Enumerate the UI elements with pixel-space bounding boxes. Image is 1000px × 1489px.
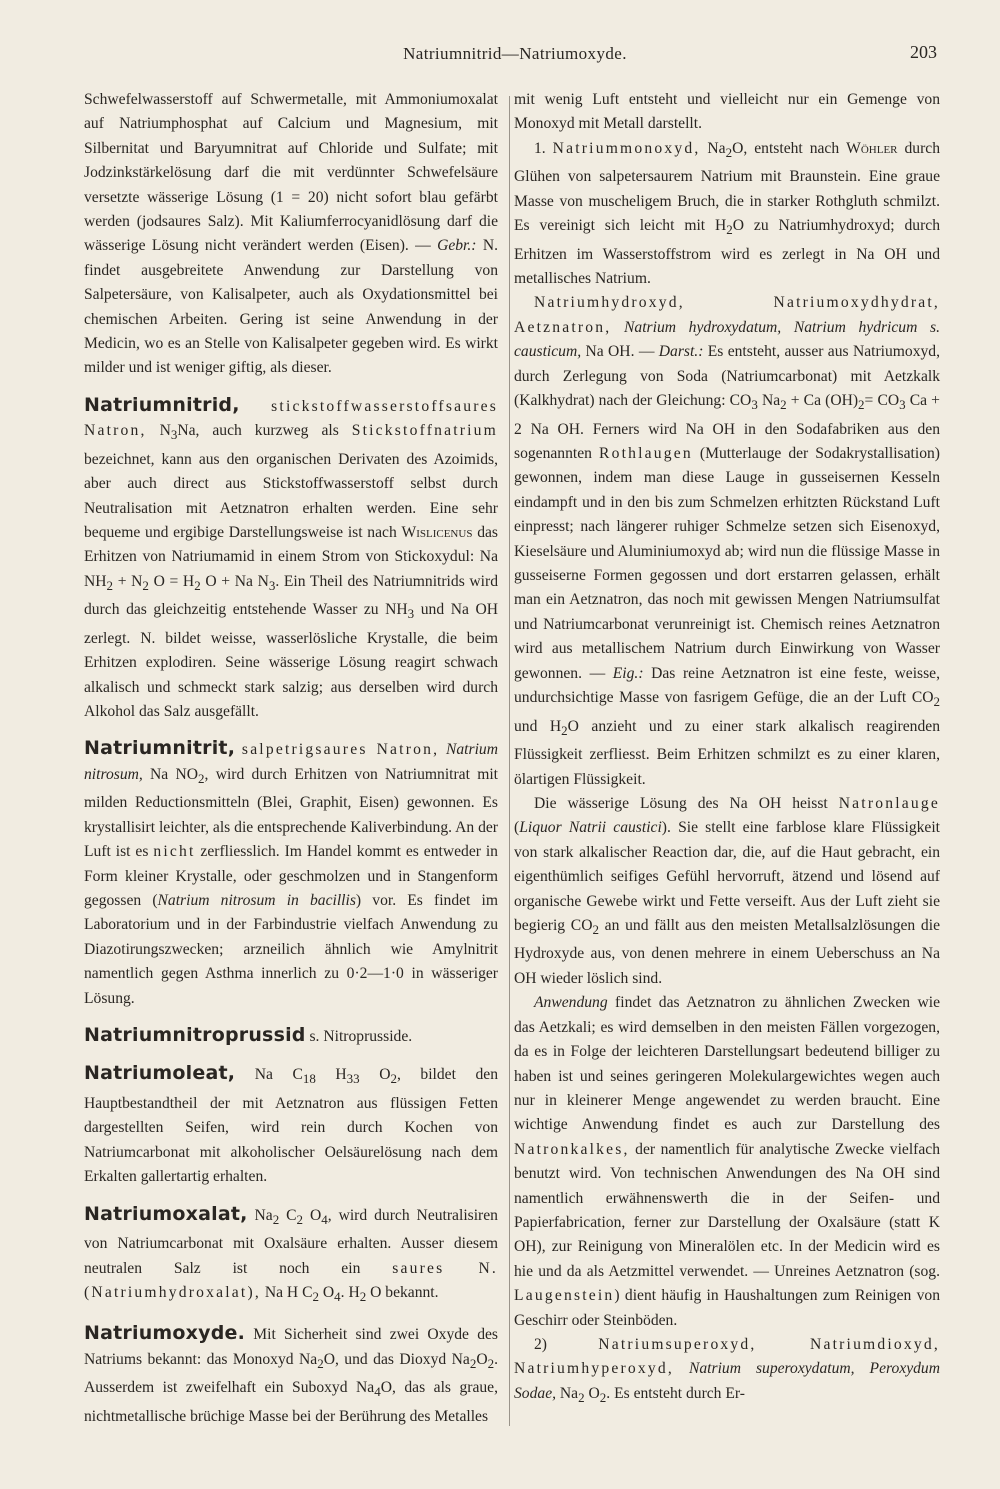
- paragraph-natronlauge: Die wässerige Lösung des Na OH heisst Natronlauge (Liquor Natrii caustici). Sie stellt eine farblose klare Flüssigkeit von stark alkalischer Reaction dar, die, auf die Haut gebracht, ein eigenthümlich seifiges Gefühl hervorruft, ätzend und lösend auf organische Gewebe wirkt und Fette verseift. Aus der Luft zieht sie begierig $CO_2$ an und fällt aus den meisten Metallsalzlösungen die Hydroxyde aus, von denen mehrere in einem Ueberschuss an Na OH wieder löslich sind.: [514, 794, 940, 987]
- running-head: Natriumnitrid—Natriumoxyde.: [403, 44, 627, 63]
- headword: Natriumnitroprussid: [84, 1024, 306, 1047]
- paragraph-intro-continued: Schwefelwasserstoff auf Schwermetalle, mit Ammoniumoxalat auf Natriumphosphat auf Calcium und Magnesium, mit Silbernitat und Baryumnitrat auf Chloride und Sulfate; mit Jodzinkstärkelösung darf die mit verdünnter Schwefelsäure versetzte wässerige Lösung (1 = 20) nicht sofort blau gefärbt werden (jodsaures Salz). Mit Kaliumferrocyanidlösung darf die wässerige Lösung nicht verändert werden (Eisen). — Gebr.: N. findet ausgebreitete Anwendung zur Darstellung von Salpetersäure, von Kalisalpeter, auch als Oxydationsmittel bei chemischen Arbeiten. Gering ist seine Anwendung in der Medicin, wo es an Stelle von Kalisalpeter gegeben wird. Es wirkt milder und ist weniger giftig, als dieser.: [84, 91, 498, 377]
- entry-natriumoleat: Natriumoleat, Na $C_{18}$ $H_{33}$ $O_2$, bildet den Hauptbestandtheil der mit Aetznatron aus flüssigen Fetten dargestellten Seifen, wird rein durch Kochen von Natriumcarbonat mit alkoholischer Oelsäurelösung nach dem Erkalten gallertartig erhalten.: [84, 1062, 498, 1186]
- paragraph-continued: mit wenig Luft entsteht und vielleicht nur ein Gemenge von Monoxyd mit Metall darstellt.: [514, 91, 940, 133]
- paragraph-natriumhydroxyd: Natriumhydroxyd, Natriumoxydhydrat, Aetznatron, Natrium hydroxydatum, Natrium hydricum s. causticum, Na OH. — Darst.: Es entsteht, ausser aus Natriumoxyd, durch Zerlegung von Soda (Natriumcarbonat) mit Aetzkalk (Kalkhydrat) nach der Gleichung: $CO_3$ $Na_2 + Ca$ $(OH)_2= CO_3$ Ca + 2 Na OH. Ferners wird Na OH in den Sodafabriken aus den sogenannten Rothlaugen (Mutterlauge der Sodakrystallisation) gewonnen, indem man diese Lauge in gusseisernen Kesseln eindampft und in den bis zum Schmelzen erhitzten Rückstand Luft einpresst; nach längerer ruhiger Schmelze setzen sich Eisenoxyd, Kieselsäure und Aluminiumoxyd ab; wird nun die flüssige Masse in gusseiserne Formen gegossen und dort erstarren gelassen, erhält man ein Aetznatron, das noch mit gewissen Mengen Natriumsulfat und Natriumcarbonat verunreinigt ist. Chemisch reines Aetznatron wird aus metallischem Natrium durch Einwirkung von Wasser gewonnen. — Eig.: Das reine Aetznatron ist eine feste, weisse, undurchsichtige Masse von fasrigem Gefüge, die an der Luft $CO_2$ und $H_2O$ anzieht und zu einer stark alkalisch reagirenden Flüssigkeit zerfliesst. Beim Erhitzen schmilzt es zu einer klaren, ölartigen Flüssigkeit.: [514, 294, 941, 788]
- entry-natriumnitrit: Natriumnitrit, salpetrigsaures Natron, Natrium nitrosum, Na $NO_2$, wird durch Erhitzen von Natriumnitrat mit milden Reductionsmitteln (Blei, Graphit, Eisen) gewonnen. Es krystallisirt leichter, als die entsprechende Kaliverbindung. An der Luft ist es nicht zerfliesslich. Im Handel kommt es entweder in Form kleiner Krystalle, oder geschmolzen und in Stangenform gegossen (Natrium nitrosum in bacillis) vor. Es findet im Laboratorium und in der Farbindustrie vielfach Anwendung zu Diazotirungszwecken; arzneilich ähnlich wie Amylnitrit namentlich gegen Asthma innerlich zu 0·2—1·0 in wässeriger Lösung.: [84, 737, 499, 1007]
- page-number: 203: [910, 42, 937, 62]
- headword: Natriumnitrit,: [84, 737, 236, 760]
- headword: Natriumoxalat,: [84, 1202, 248, 1225]
- right-column: [514, 88, 940, 1410]
- paragraph-natriumsuperoxyd: 2) Natriumsuperoxyd, Natriumdioxyd, Natriumhyperoxyd, Natrium superoxydatum, Peroxydum Sodae, $Na_2$ $O_2$. Es entsteht durch Er-: [514, 1335, 941, 1405]
- headword: Natriumoleat,: [84, 1062, 236, 1085]
- headword: Natriumoxyde.: [84, 1322, 246, 1345]
- headword: Natriumnitrid,: [84, 393, 240, 416]
- page-header: [85, 42, 945, 72]
- column-divider: [509, 96, 510, 1426]
- left-column: [84, 88, 498, 1429]
- entry-natriumoxyde: Natriumoxyde. Mit Sicherheit sind zwei Oxyde des Natriums bekannt: das Monoxyd $Na_2O$, und das Dioxyd $Na_2O_2$. Ausserdem ist zweifelhaft ein Suboxyd $Na_4O$, das als graue, nichtmetallische brüchige Masse bei der Berührung des Metalles: [84, 1322, 498, 1425]
- entry-natriumnitroprussid: Natriumnitroprussid s. Nitroprusside.: [84, 1024, 413, 1047]
- entry-natriumoxalat: Natriumoxalat, $Na_2$ $C_2$ $O_4$, wird durch Neutralisiren von Natriumcarbonat mit Oxalsäure erhalten. Ausser diesem neutralen Salz ist noch ein saures N. (Natriumhydroxalat), Na H $C_2$ $O_4$. $H_2$ O bekannt.: [84, 1202, 498, 1305]
- paragraph-anwendung: Anwendung findet das Aetznatron zu ähnlichen Zwecken wie das Aetzkali; es wird demselben in den meisten Fällen vorgezogen, da es in Folge der leichteren Darstellungsart bedeutend billiger zu haben ist und seines geringeren Molekulargewichtes wegen auch nur in kleinerer Menge angewendet zu werden braucht. Eine wichtige Anwendung findet es auch zur Darstellung des Natronkalkes, der namentlich für analytische Zwecke vielfach benutzt wird. Von technischen Anwendungen des Na OH sind namentlich erwähnenswerth die in der Seifen- und Papierfabrication, ferner zur Darstellung der Oxalsäure (statt K OH), zur Reinigung von Mineralölen etc. In der Medicin wird es hie und da als Aetzmittel verwendet. — Unreines Aetznatron (sog. Laugenstein) dient häufig in Haushaltungen zum Reinigen von Geschirr oder Steinböden.: [514, 994, 940, 1329]
- paragraph-natriummonoxyd: 1. Natriummonoxyd, $Na_2O$, entsteht nach Wöhler durch Glühen von salpetersaurem Natrium mit Braunstein. Eine graue Masse von muscheligem Bruch, die in starker Rothgluth schmilzt. Es vereinigt sich leicht mit $H_2O$ zu Natriumhydroxyd; durch Erhitzen im Wasserstoffstrom wird es zerlegt in Na OH und metallisches Natrium.: [514, 139, 941, 288]
- entry-natriumnitrid: Natriumnitrid, stickstoffwasserstoffsaures Natron, $N_3Na$, auch kurzweg als Stickstoffnatrium bezeichnet, kann aus den organischen Derivaten des Azoimids, aber auch direct aus Stickstoffwasserstoff selbst durch Neutralisation mit Aetznatron erhalten werden. Eine sehr bequeme und ergibige Darstellungsweise ist nach Wislicenus das Erhitzen von Natriumamid in einem Strom von Stickoxydul: Na $NH_2 + N_2$ $O = H_2$ O + Na $N_3$. Ein Theil des Natriumnitrids wird durch das gleichzeitig entstehende Wasser zu $NH_3$ und Na OH zerlegt. N. bildet weisse, wasserlösliche Krystalle, die beim Erhitzen explodiren. Seine wässerige Lösung reagirt schwach alkalisch und schmeckt stark salzig; aus derselben wird durch Alkohol das Salz ausgefällt.: [84, 393, 498, 721]
